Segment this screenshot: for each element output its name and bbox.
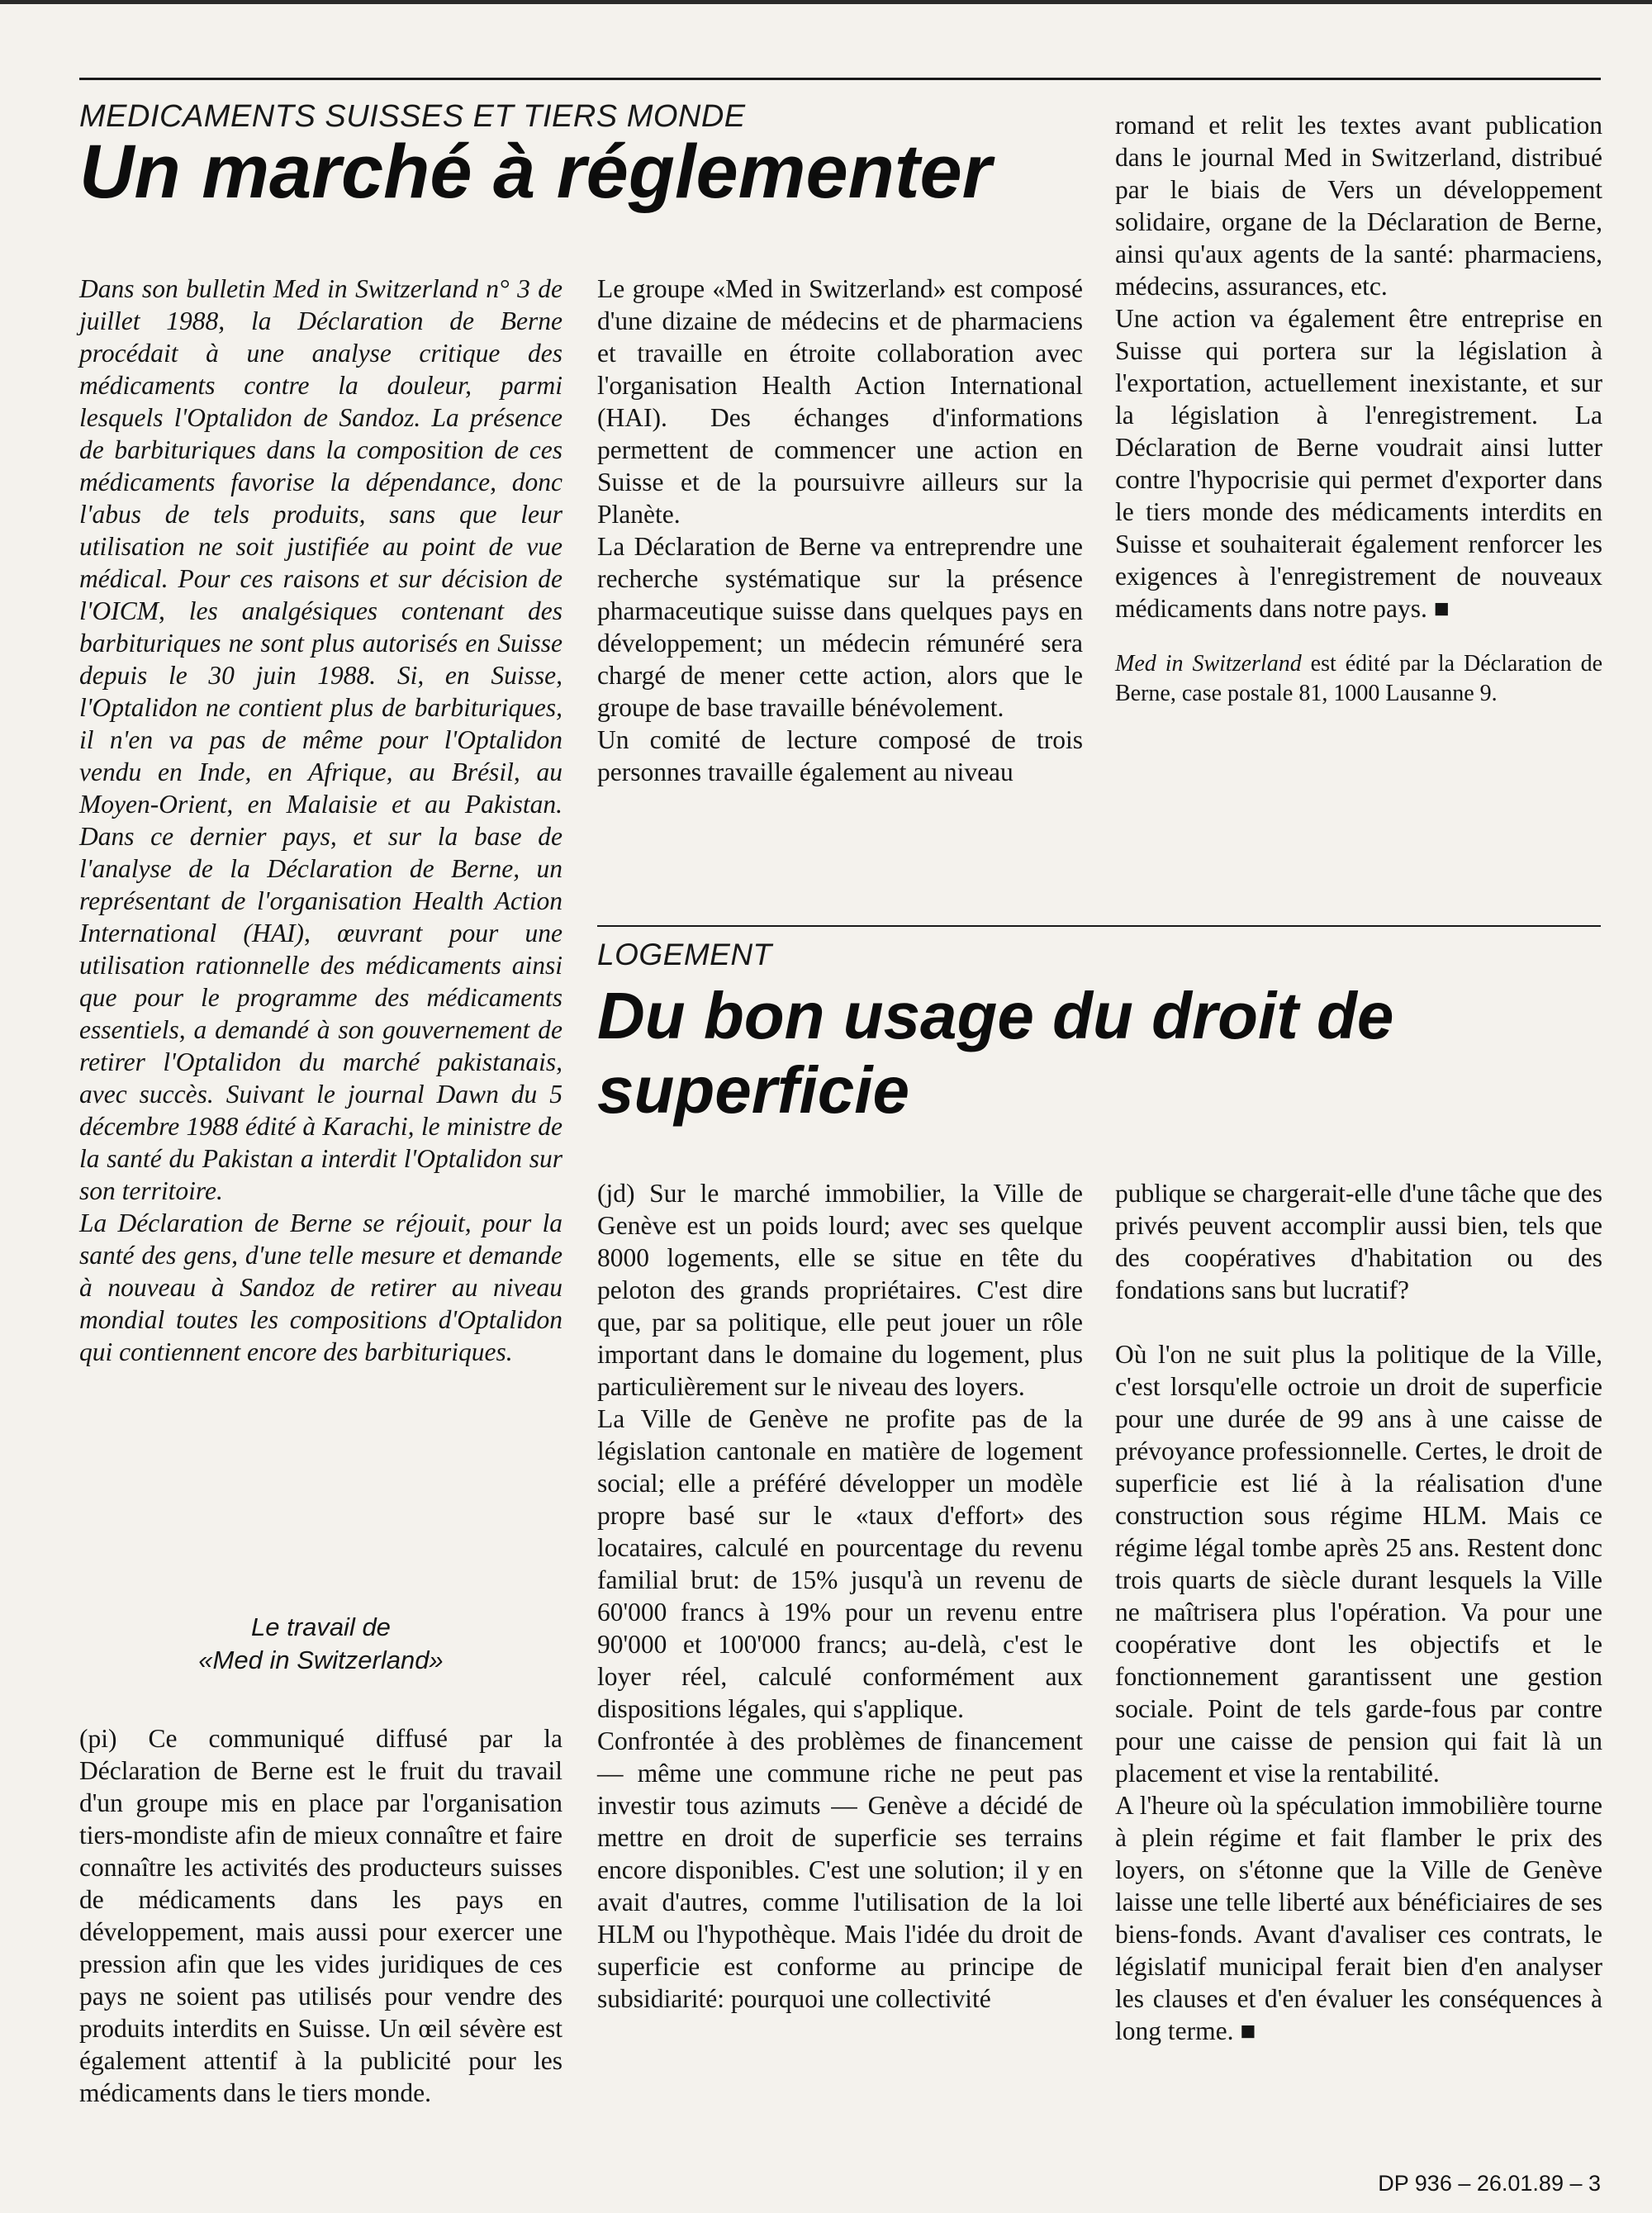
article1-subhead [79,1611,563,1677]
article2-column3 [1115,1177,1602,2047]
article1-col1-para1: Dans son bulletin Med in Switzerland n° 3 de juillet 1988, la Déclaration de Berne procédait à une analyse critique des médicaments contre la douleur, parmi lesquels l'Optalidon de Sandoz. La présence de barbituriques dans la composition de ces médicaments favorise la dépendance, donc l'abus de tels produits, sans que leur utilisation ne soit justifiée au point de vue médical. Pour ces raisons et sur décision de l'OICM, les analgésiques contenant des barbituriques ne sont plus autorisés en Suisse depuis le 30 juin 1988. Si, en Suisse, l'Optalidon ne contient plus de barbituriques, il n'en va pas de même pour l'Optalidon vendu en Inde, en Afrique, au Brésil, au Moyen-Orient, en Malaisie et au Pakistan. Dans ce dernier pays, et sur la base de l'analyse de la Déclaration de Berne, un représentant de l'organisation Health Action International (HAI), œuvrant pour une utilisation rationnelle des médicaments ainsi que pour le programme des médicaments essentiels, a demandé à son gouvernement de retirer l'Optalidon du marché pakistanais, avec succès. Suivant le journal Dawn du 5 décembre 1988 édité à Karachi, le ministre de la santé du Pakistan a interdit l'Optalidon sur son territoire. [79,274,563,1205]
article2-col3-para3-wrap [1115,1789,1602,2047]
article1-col2-para3: Un comité de lecture composé de trois personnes travaille également au niveau [597,725,1083,786]
article1-column1-lower [79,1722,563,2109]
article2-kicker: LOGEMENT [597,938,772,971]
article1-col3-para2: Une action va également être entreprise en Suisse qui portera sur la législation à l'exportation, actuellement inexistante, et sur la législation à l'enregistrement. La Déclaration de Berne voudrait ainsi lutter contre l'hypocrisie qui permet d'exporter dans le tiers monde des médicaments interdits en Suisse et souhaiterait également renforcer les exigences à l'enregistrement de nouveaux médicaments dans notre pays. [1115,304,1602,623]
article1-subhead-line1: Le travail de [251,1612,391,1641]
article1-credit-text: est édité par la Déclaration de Berne, case postale 81, 1000 Lausanne 9. [1115,651,1603,706]
article2-col3-para2: Où l'on ne suit plus la politique de la Ville, c'est lorsqu'elle octroie un droit de superficie pour une durée de 99 ans à une caisse de prévoyance professionnelle. Certes, le droit de superficie est lié à la réalisation d'une construction sous régime HLM. Mais ce régime légal tombe après 25 ans. Restent donc trois quarts de siècle durant lesquels la Ville ne maîtrisera plus l'opération. Va pour une coopérative dont les objectifs et le fonctionnement garantissent une gestion sociale. Point de tels garde-fous par contre pour une caisse de pension qui fait là un placement et vise la rentabilité. [1115,1340,1602,1788]
article2-col3-para3: A l'heure où la spéculation immobilière tourne à plein régime et fait flamber le prix des loyers, on s'étonne que la Ville de Genève laisse une telle liberté aux bénéficiaires de ses biens-fonds. Avant d'avaliser ces contrats, le législatif municipal ferait bien d'en analyser les clauses et d'en évaluer les conséquences à long terme. [1115,1791,1602,2045]
article1-column2 [597,273,1083,788]
article1-column1 [79,273,563,1368]
article1-col3-para2-wrap [1115,302,1602,624]
top-page-rule [0,0,1652,4]
article1-col1-para2: La Déclaration de Berne se réjouit, pour la santé des gens, d'une telle mesure et demande à nouveau à Sandoz de retirer au niveau mondial toutes les compositions d'Optalidon qui contiennent encore des barbituriques. [79,1209,563,1366]
article2-top-rule [597,925,1601,927]
article2-end-mark: ■ [1240,2016,1256,2045]
article1-credit [1115,649,1602,709]
article2-col2-para1: (jd) Sur le marché immobilier, la Ville de Genève est un poids lourd; avec ses quelque 8000 logements, elle se situe en tête du peloton des grands propriétaires. C'est dire que, par sa politique, elle peut jouer un rôle important dans le domaine du logement, plus particulièrement sur le niveau des loyers. [597,1179,1083,1401]
page-footer: DP 936 – 26.01.89 – 3 [1378,2171,1601,2196]
article2-col2-para3: Confrontée à des problèmes de financement — même une commune riche ne peut pas investir tous azimuts — Genève a décidé de mettre en droit de superficie ses terrains encore disponibles. C'est une solution; il y en avait d'autres, comme l'utilisation de la loi HLM ou l'hypothèque. Mais l'idée du droit de superficie est conforme au principe de subsidiarité: pourquoi une collectivité [597,1726,1083,2013]
article2-col2-para2: La Ville de Genève ne profite pas de la législation cantonale en matière de logement social; elle a préféré développer un modèle propre basé sur le «taux d'effort» des locataires, calculé en pourcentage du revenu familial brut: de 15% jusqu'à un revenu de 60'000 francs à 19% pour un revenu entre 90'000 et 100'000 francs; au-delà, c'est le loyer réel, calculé conformément aux dispositions légales, qui s'applique. [597,1404,1083,1723]
article-top-rule [79,78,1601,80]
article2-column2 [597,1177,1083,2015]
article1-col3-para1: romand et relit les textes avant publication dans le journal Med in Switzerland, distribué par le biais de Vers un développement solidaire, organe de la Déclaration de Berne, ainsi qu'aux agents de la santé: pharmaciens, médecins, assurances, etc. [1115,111,1602,301]
article2-title: Du bon usage du droit de superficie [597,979,1394,1127]
article1-col2-para1: Le groupe «Med in Switzerland» est composé d'une dizaine de médecins et de pharmaciens et travaille en étroite collaboration avec l'organisation Health Action International (HAI). Des échanges d'informations permettent de commencer une action en Suisse et de la poursuivre ailleurs sur la Planète. [597,274,1083,529]
article1-end-mark: ■ [1433,594,1450,623]
article1-subhead-line2: «Med in Switzerland» [198,1646,444,1674]
article1-title: Un marché à réglementer [79,130,992,214]
article1-column3 [1115,109,1602,709]
article1-kicker: MEDICAMENTS SUISSES ET TIERS MONDE [79,99,746,134]
article2-col3-para1: publique se chargerait-elle d'une tâche que des privés peuvent accomplir aussi bien, tels que des coopératives d'habitation ou des fondations sans but lucratif? [1115,1179,1602,1304]
article1-credit-title: Med in Switzerland [1115,651,1302,677]
article1-col1-para3: (pi) Ce communiqué diffusé par la Déclaration de Berne est le fruit du travail d'un groupe mis en place par l'organisation tiers-mondiste afin de mieux connaître et faire connaître les activités des producteurs suisses de médicaments dans les pays en développement, mais aussi pour exercer une pression afin que les vides juridiques de ces pays ne soient pas utilisés pour vendre des produits interdits en Suisse. Un œil sévère est également attentif à la publicité pour les médicaments dans le tiers monde. [79,1724,563,2107]
article1-col2-para2: La Déclaration de Berne va entreprendre une recherche systématique sur la présence pharmaceutique suisse dans quelques pays en développement; un médecin rémunéré sera chargé de mener cette action, alors que le groupe de base travaille bénévolement. [597,532,1083,722]
